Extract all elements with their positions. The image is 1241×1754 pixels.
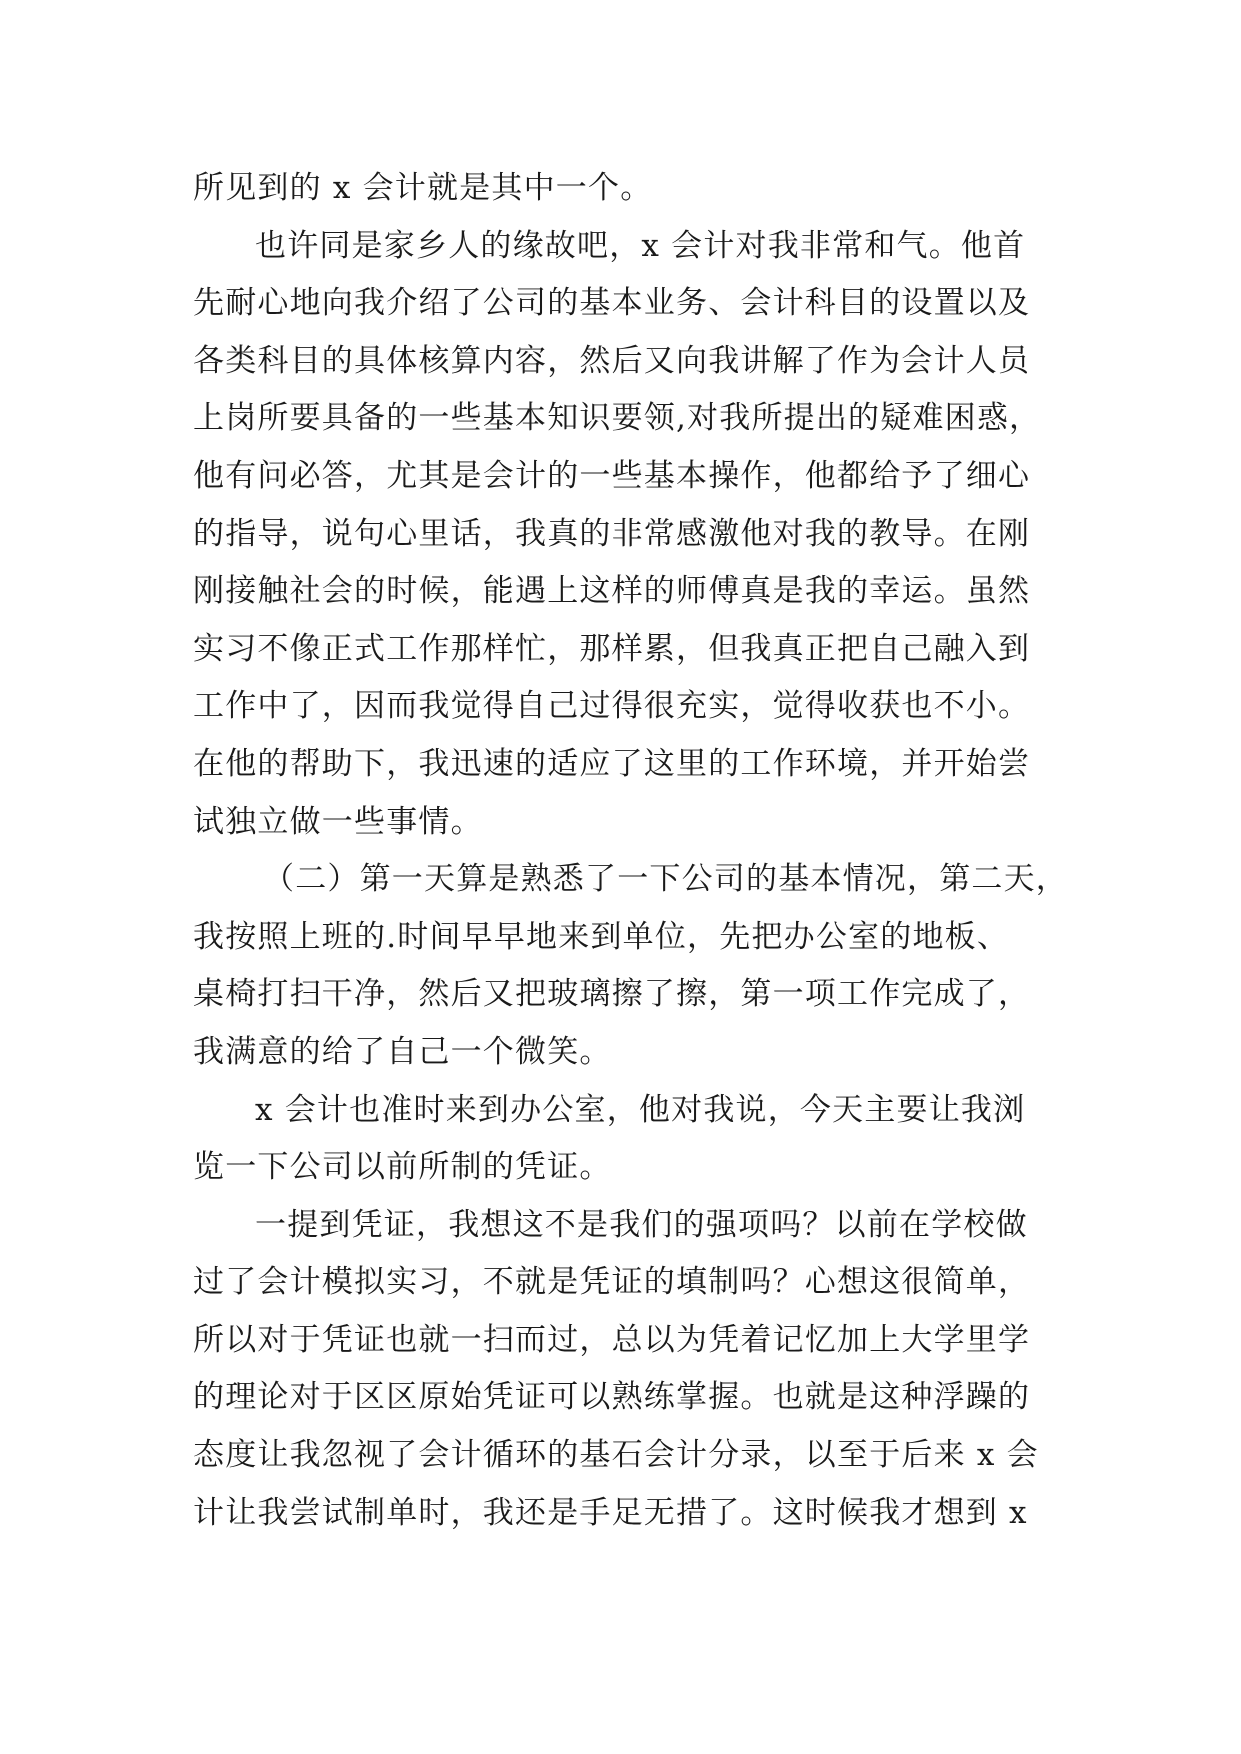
paragraph-first-line: 也许同是家乡人的缘故吧，x 会计对我非常和气。他首 (255, 227, 1026, 264)
text-line: 态度让我忽视了会计循环的基石会计分录，以至于后来 x 会 (193, 1437, 1039, 1474)
text-line: 的理论对于区区原始凭证可以熟练掌握。也就是这种浮躁的 (193, 1379, 1031, 1416)
paragraph-first-line: （二）第一天算是熟悉了一下公司的基本情况，第二天， (263, 861, 1068, 898)
text-line: 所以对于凭证也就一扫而过，总以为凭着记忆加上大学里学 (193, 1321, 1031, 1358)
text-line: 所见到的 x 会计就是其中一个。 (193, 170, 653, 206)
text-line: 他有问必答，尤其是会计的一些基本操作，他都给予了细心 (193, 457, 1031, 494)
text-line: 计让我尝试制单时，我还是手足无措了。这时候我才想到 x (193, 1494, 1028, 1531)
paragraph-first-line: x 会计也准时来到办公室，他对我说，今天主要让我浏 (255, 1091, 1026, 1128)
text-line: 桌椅打扫干净，然后又把玻璃擦了擦，第一项工作完成了， (193, 976, 1031, 1013)
text-line: 试独立做一些事情。 (193, 803, 483, 840)
text-line: 实习不像正式工作那样忙，那样累，但我真正把自己融入到 (193, 630, 1031, 667)
text-line: 工作中了，因而我觉得自己过得很充实，觉得收获也不小。 (193, 688, 1031, 725)
text-line: 各类科目的具体核算内容，然后又向我讲解了作为会计人员 (193, 342, 1031, 379)
text-line: 刚接触社会的时候，能遇上这样的师傅真是我的幸运。虽然 (193, 573, 1031, 610)
text-line: 我按照上班的.时间早早地来到单位，先把办公室的地板、 (193, 918, 1010, 955)
body-text (193, 160, 1073, 1542)
text-line: 我满意的给了自己一个微笑。 (193, 1033, 612, 1070)
text-line: 的指导，说句心里话，我真的非常感激他对我的教导。在刚 (193, 515, 1031, 552)
text-line: 上岗所要具备的一些基本知识要领,对我所提出的疑难困惑， (193, 400, 1042, 437)
paragraph-first-line: 一提到凭证，我想这不是我们的强项吗？以前在学校做 (255, 1206, 1028, 1243)
text-line: 过了会计模拟实习，不就是凭证的填制吗？心想这很简单， (193, 1264, 1031, 1301)
text-line: 在他的帮助下，我迅速的适应了这里的工作环境，并开始尝 (193, 745, 1031, 782)
text-line: 览一下公司以前所制的凭证。 (193, 1149, 612, 1186)
text-line: 先耐心地向我介绍了公司的基本业务、会计科目的设置以及 (193, 285, 1031, 322)
